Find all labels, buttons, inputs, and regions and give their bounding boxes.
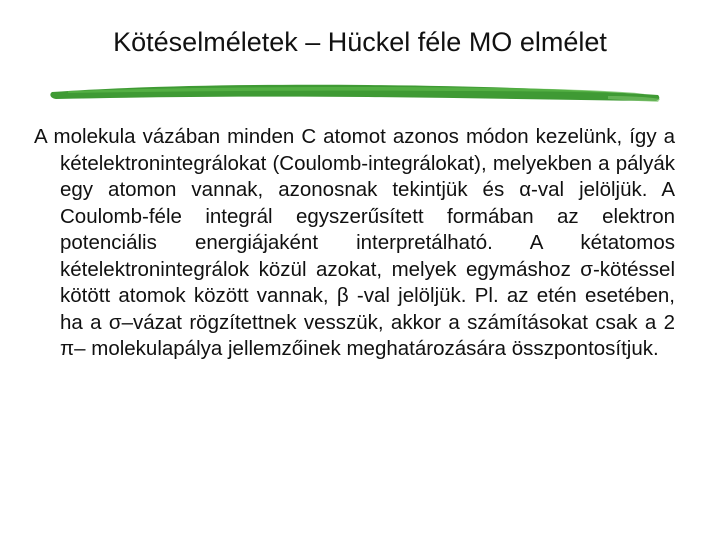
body-paragraph: A molekula vázában minden C atomot azonos módon kezelünk, így a kételektronintegrálokat (Coulomb-integrálokat), melyekben a pályák egy atomon vannak, azonosnak tekintjük és α-val jelöljük. A Coulomb-féle integrál egyszerűsített formában az elektron potenciális energiájaként interpretálható. A kétatomos kételektronintegrálok közül azokat, melyek egymáshoz σ-kötéssel kötött atomok között vannak, β -val jelöljük. Pl. az etén esetében, ha a σ–vázat rögzítettnek vesszük, akkor a számításokat csak a 2 π– molekulapálya jellemzőinek meghatározására összpontosítjuk. [34,125,675,360]
title-underline-brush [48,78,663,108]
slide-title: Kötéselméletek – Hückel féle MO elmélet [113,27,607,57]
slide-body [30,124,675,363]
